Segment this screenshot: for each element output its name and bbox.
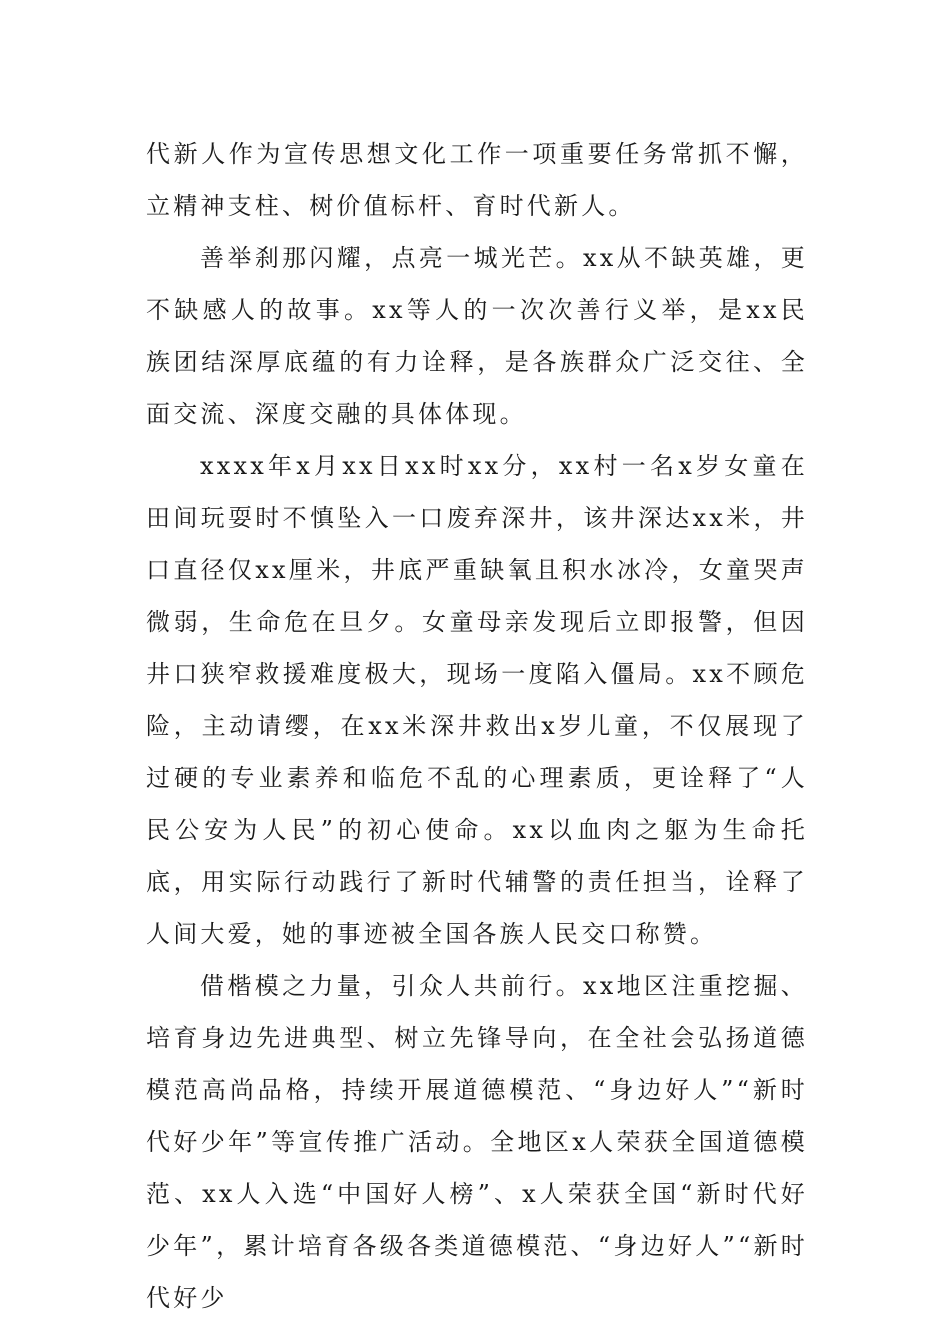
paragraph-well-rescue: xxxx年x月xx日xx时xx分，xx村一名x岁女童在田间玩耍时不慎坠入一口废弃深井，该井深达xx米，井口直径仅xx厘米，井底严重缺氧且积水冰冷，女童哭声微弱，生命危在旦夕。女童母亲发现后立即报警，但因井口狭窄救援难度极大，现场一度陷入僵局。xx不顾危险，主动请缨，在xx米深井救出x岁儿童，不仅展现了过硬的专业素养和临危不乱的心理素质，更诠释了“人民公安为人民”的初心使命。xx以血肉之躯为生命托底，用实际行动践行了新时代辅警的责任担当，诠释了人间大爱，她的事迹被全国各族人民交口称赞。 xyxy=(146,452,808,948)
document-body xyxy=(146,128,808,1324)
paragraph-continuation: 代新人作为宣传思想文化工作一项重要任务常抓不懈，立精神支柱、树价值标杆、育时代新人。 xyxy=(146,140,808,220)
paragraph-good-deeds: 善举刹那闪耀，点亮一城光芒。xx从不缺英雄，更不缺感人的故事。xx等人的一次次善行义举，是xx民族团结深厚底蕴的有力诠释，是各族群众广泛交往、全面交流、深度交融的具体体现。 xyxy=(146,244,808,428)
paragraph-role-models: 借楷模之力量，引众人共前行。xx地区注重挖掘、培育身边先进典型、树立先锋导向，在全社会弘扬道德模范高尚品格，持续开展道德模范、“身边好人”“新时代好少年”等宣传推广活动。全地区x人荣获全国道德模范、xx人入选“中国好人榜”、x人荣获全国“新时代好少年”，累计培育各级各类道德模范、“身边好人”“新时代好少 xyxy=(146,972,808,1312)
